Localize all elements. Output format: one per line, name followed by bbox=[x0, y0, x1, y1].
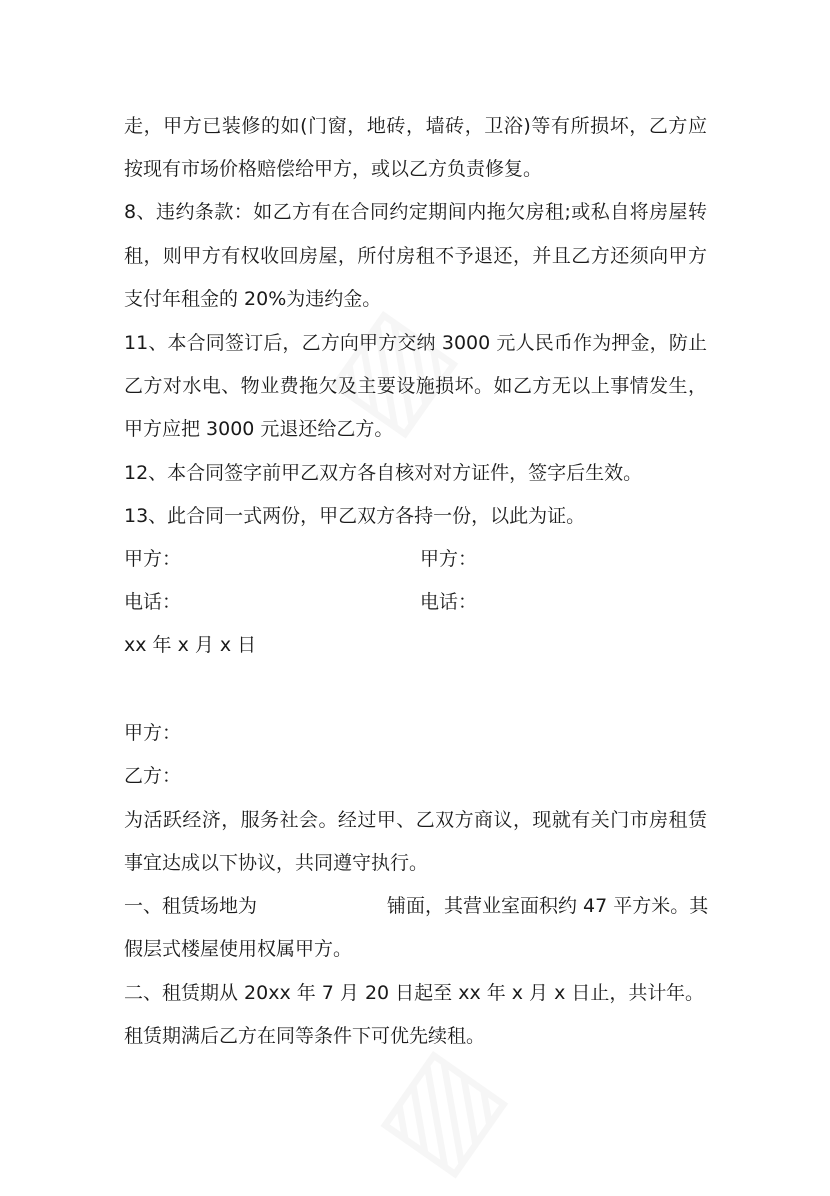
paragraph-line: 租，则甲方有权收回房屋，所付房租不予退还，并且乙方还须向甲方 bbox=[124, 245, 707, 267]
party-a-label: 甲方： bbox=[124, 722, 182, 744]
date-line: xx 年 x 月 x 日 bbox=[124, 634, 257, 656]
party-b-label: 乙方： bbox=[124, 765, 182, 787]
paragraph-line: 走，甲方已装修的如(门窗，地砖，墙砖，卫浴)等有所损坏，乙方应 bbox=[124, 115, 707, 137]
item1-text-cont: 假层式楼屋使用权属甲方。 bbox=[124, 938, 353, 960]
phone-label-right: 电话： bbox=[420, 591, 478, 613]
party-a-label-right: 甲方： bbox=[420, 548, 478, 570]
paragraph-line: 12、本合同签字前甲乙双方各自核对对方证件，签字后生效。 bbox=[124, 462, 643, 484]
paragraph-line: 按现有市场价格赔偿给甲方，或以乙方负责修复。 bbox=[124, 158, 543, 180]
item2-text-cont: 租赁期满后乙方在同等条件下可优先续租。 bbox=[124, 1025, 486, 1047]
item1-label: 一、租赁场地为 bbox=[124, 895, 258, 917]
intro-line: 为活跃经济，服务社会。经过甲、乙双方商议，现就有关门市房租赁 bbox=[124, 809, 707, 831]
watermark bbox=[347, 1023, 526, 1196]
intro-line: 事宜达成以下协议，共同遵守执行。 bbox=[124, 852, 429, 874]
item2-text: 二、租赁期从 20xx 年 7 月 20 日起至 xx 年 x 月 x 日止，共计 bbox=[124, 982, 667, 1004]
party-a-label: 甲方： bbox=[124, 548, 182, 570]
paragraph-line: 8、违约条款：如乙方有在合同约定期间内拖欠房租;或私自将房屋转 bbox=[124, 201, 707, 223]
phone-label: 电话： bbox=[124, 591, 182, 613]
paragraph-line: 11、本合同签订后，乙方向甲方交纳 3000 元人民币作为押金，防止 bbox=[124, 332, 707, 354]
item1-text: 铺面，其营业室面积约 47 平方米。其 bbox=[387, 895, 709, 917]
paragraph-line: 甲方应把 3000 元退还给乙方。 bbox=[124, 418, 394, 440]
item2-year: 年。 bbox=[666, 982, 705, 1004]
paragraph-line: 乙方对水电、物业费拖欠及主要设施损坏。如乙方无以上事情发生， bbox=[124, 375, 707, 397]
paragraph-line: 13、此合同一式两份，甲乙双方各持一份，以此为证。 bbox=[124, 505, 586, 527]
paragraph-line: 支付年租金的 20%为违约金。 bbox=[124, 288, 382, 310]
